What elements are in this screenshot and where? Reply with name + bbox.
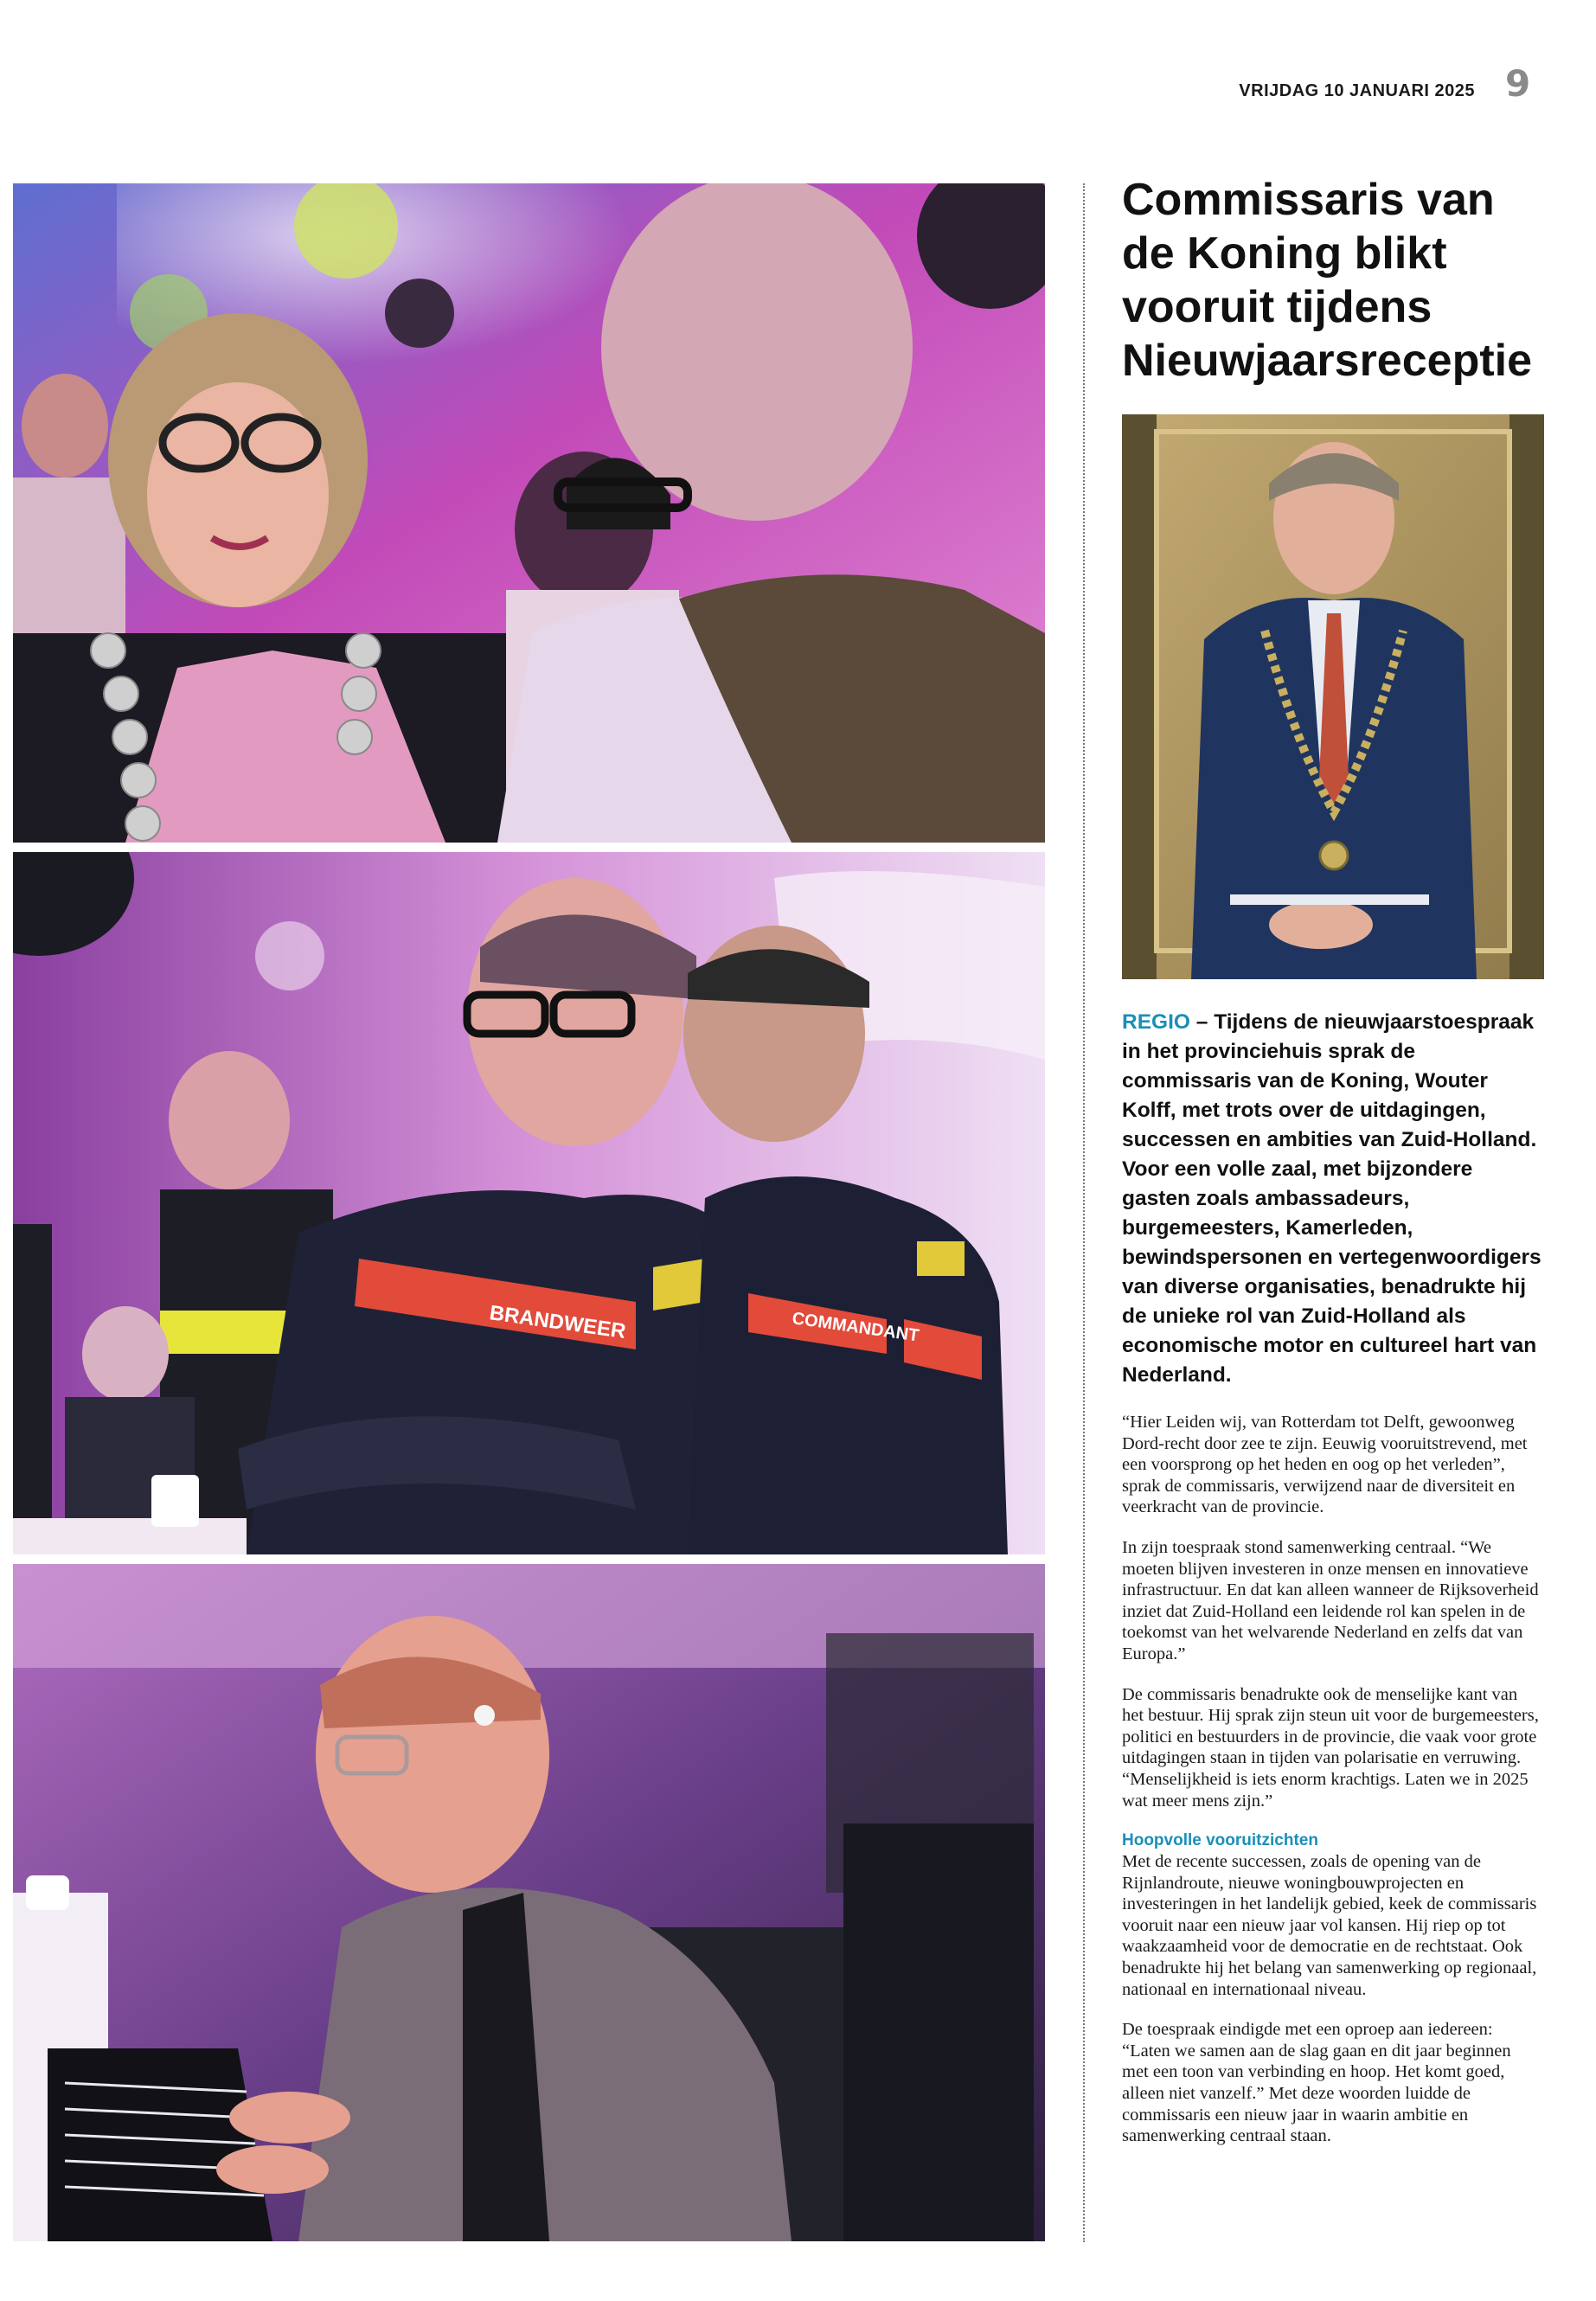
photo-reception-conversation: [13, 183, 1045, 843]
article-intro: [1122, 1008, 1546, 1390]
article-paragraph: Met de recente successen, zoals de opening van de Rijnlandroute, nieuwe woningbouwprojecten en investeringen in het landelijk gebied, keek de commissaris vooruit naar een nieuw jaar vol kansen. Hij riep op tot waakzaamheid voor de democratie en de rechtstaat. Ook benadrukte hij het belang van samenwerking op regionaal, nationaal en internationaal niveau.: [1122, 1852, 1537, 1999]
photo-pianist: [13, 1564, 1045, 2241]
uniform-badge-left: BRANDWEER: [488, 1301, 628, 1344]
column-divider: [1083, 183, 1085, 2242]
article-kicker: REGIO: [1122, 1010, 1190, 1034]
portrait-image: [1122, 414, 1544, 979]
article-subheading: Hoopvolle vooruitzichten: [1122, 1831, 1318, 1850]
article-intro-text: – Tijdens de nieuwjaarstoespraak in het provinciehuis sprak de commissaris van de Koning, Wouter Kolff, met trots over de uitdagingen, successen en ambities van Zuid-Holland. Voor een volle zaal, met bijzondere gasten zoals ambassadeurs, burgemeesters, Kamerleden, bewindspersonen en vertegenwoordigers van diverse organisaties, benadrukte hij de unieke rol van Zuid-Holland als economische motor en cultureel hart van Nederland.: [1122, 1010, 1542, 1387]
photo-portrait-commissioner: [1122, 414, 1544, 979]
article-headline: Commissaris van de Koning blikt vooruit tijdens Nieuwjaarsreceptie: [1122, 175, 1533, 386]
photo-pianist-image: [13, 1564, 1045, 2241]
issue-date: VRIJDAG 10 JANUARI 2025: [1239, 81, 1475, 100]
article-paragraph: De commissaris benadrukte ook de menselijke kant van het bestuur. Hij sprak zijn steun uit voor de burgemeesters, politici en bestuurders in de provincie, die vaak voor grote uitdagingen staan in tijden van polarisatie en verruwing. “Menselijkheid is iets enorm krachtigs. Laten we in 2025 wat meer mens zijn.”: [1122, 1684, 1539, 1811]
article-paragraph: In zijn toespraak stond samenwerking centraal. “We moeten blijven investeren in onze mensen en innovatieve infrastructuur. En dat kan alleen wanneer de Rijksoverheid inziet dat Zuid-Holland een leidende rol kan spelen in de toekomst van het welvarende Nederland en zelfs dat van Europa.”: [1122, 1537, 1539, 1663]
uniform-badge-right: COMMANDANT: [791, 1309, 920, 1346]
article-paragraph: “Hier Leiden wij, van Rotterdam tot Delft, gewoonweg Dord-recht door zee te zijn. Eeuwig vooruitstrevend, met een voorsprong op het heden en oog op het verleden”, sprak de commissaris, verwijzend naar de diversiteit en veerkracht van de provincie.: [1122, 1413, 1528, 1517]
photo-fire-brigade-officers: [13, 852, 1045, 1554]
photo-fire-brigade-image: [13, 852, 1045, 1554]
photo-reception-conversation-image: [13, 183, 1045, 843]
page-number: 9: [1505, 62, 1531, 105]
article-body: [1122, 1412, 1539, 2166]
article-paragraph: De toespraak eindigde met een oproep aan iedereen: “Laten we samen aan de slag gaan en dit jaar beginnen met een toon van verbinding en hoop. Het komt goed, alleen niet vanzelf.” Met deze woorden luidde de commissaris een nieuw jaar in waarin ambitie en samenwerking centraal staan.: [1122, 2020, 1511, 2146]
